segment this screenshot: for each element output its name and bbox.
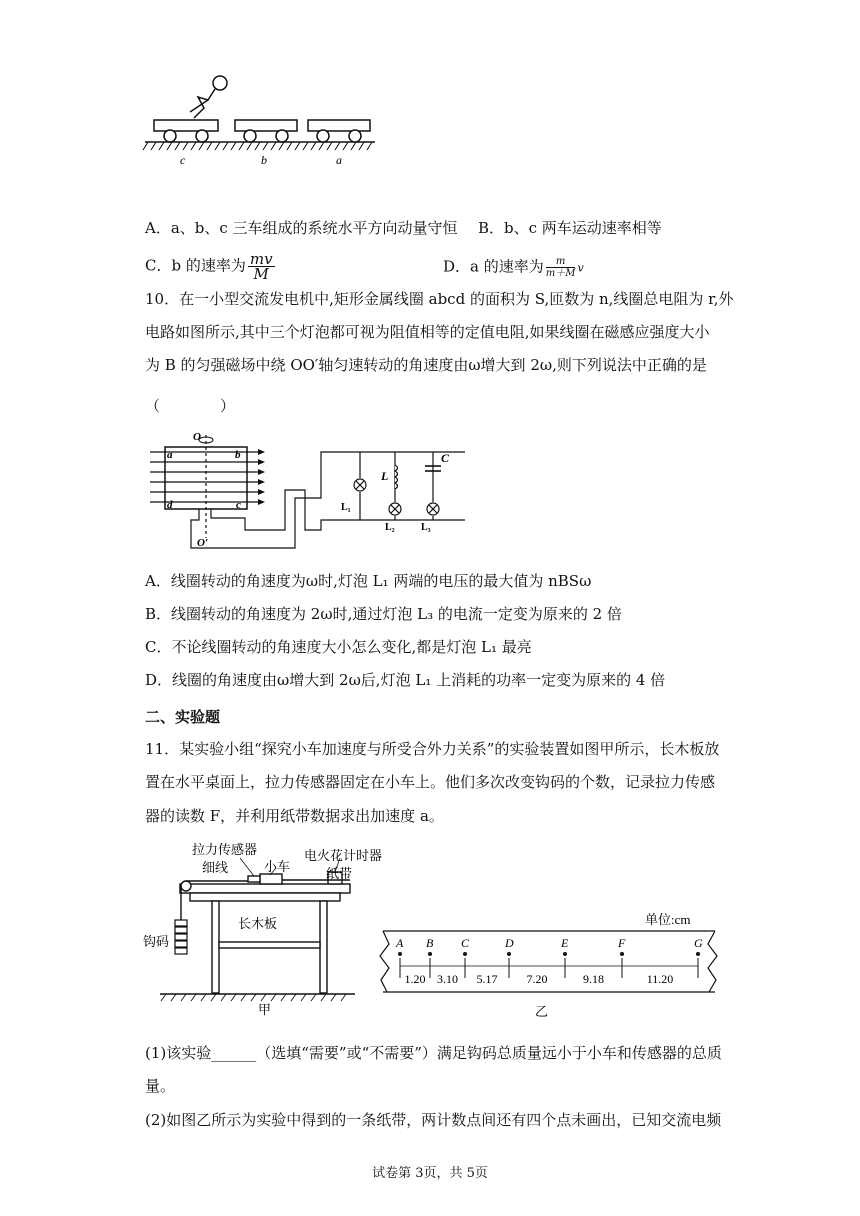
tape-segment-value-2: 3.10 (437, 972, 458, 986)
cart-c-label: c (180, 153, 186, 167)
tape-marks (395, 936, 703, 986)
q10-option-b: B．线圈转动的角速度为 2ω时,通过灯泡 L₃ 的电流一定变为原来的 2 倍 (145, 605, 622, 623)
q9-option-d-suffix: v (577, 261, 584, 275)
label-cart: 小车 (264, 859, 291, 874)
q10-option-a: A．线圈转动的角速度为ω时,灯泡 L₁ 两端的电压的最大值为 nBSω (145, 572, 592, 590)
tape-point-label-f: F (618, 936, 626, 950)
tape-unit-label: 单位:cm (645, 912, 691, 927)
generator-circuit-figure (145, 430, 465, 550)
apparatus-figure-jia (140, 838, 383, 1018)
q9-option-c (145, 252, 277, 281)
label-paper-tape: 纸带 (325, 866, 352, 881)
q10-stem-line-1: 10．在一小型交流发电机中,矩形金属线圈 abcd 的面积为 S,匝数为 n,线圈总电阻为 r,外 (145, 290, 734, 308)
tape-segment-value-4: 7.20 (526, 972, 548, 986)
axis-label-o-prime: O′ (197, 537, 209, 549)
tape-point-label-c: C (461, 936, 470, 950)
tape-point-label-d: D (505, 936, 514, 950)
tape-point-dot-d (507, 952, 511, 956)
cart-a-label: a (336, 153, 342, 167)
tape-segment-value-6: 11.20 (646, 972, 674, 986)
q11-stem-line-3: 器的读数 F，并利用纸带数据求出加速度 a。 (145, 807, 444, 825)
q10-stem-line-3: 为 B 的匀强磁场中绕 OO′轴匀速转动的角速度由ω增大到 2ω,则下列说法中正确的是 (145, 356, 707, 374)
tape-segment-value-1: 1.20 (404, 972, 426, 986)
q10-option-c: C．不论线圈转动的角速度大小怎么变化,都是灯泡 L₁ 最亮 (145, 638, 532, 656)
lamp-l1-label: L₁ (341, 502, 351, 513)
tape-point-dot-b (428, 952, 432, 956)
tape-point-dot-a (398, 952, 402, 956)
coil-corner-b: b (235, 449, 241, 461)
tape-point-dot-c (463, 952, 467, 956)
q9-option-b: B．b、c 两车运动速率相等 (478, 219, 662, 237)
page-footer: 试卷第 3页，共 5页 (372, 1166, 488, 1181)
tape-segment-value-5: 9.18 (583, 972, 604, 986)
label-hook-weights: 钩码 (143, 934, 170, 949)
q9-option-c-numerator: mv (249, 250, 273, 268)
label-spark-timer: 电火花计时器 (304, 848, 383, 863)
q9-option-d-numerator: m (546, 256, 576, 268)
coil-corner-c: c (236, 499, 241, 511)
q11-stem-line-1: 11．某实验小组“探究小车加速度与所受合外力关系”的实验装置如图甲所示，长木板放 (145, 740, 720, 758)
label-long-board: 长木板 (238, 916, 278, 931)
tape-point-label-g: G (694, 936, 703, 950)
paper-tape-figure-yi (375, 908, 725, 1023)
q11-sub1-line-1: (1)该实验______（选填“需要”或“不需要”）满足钩码总质量远小于小车和传感器的总质 (145, 1044, 722, 1062)
coil-corner-a: a (167, 449, 173, 461)
q10-option-d: D．线圈的角速度由ω增大到 2ω后,灯泡 L₁ 上消耗的功率一定变为原来的 4 倍 (145, 671, 666, 689)
tape-segment-value-3: 5.17 (476, 972, 498, 986)
section-title-experiment: 二、实验题 (145, 708, 221, 726)
lamp-l2-label: L₂ (385, 522, 395, 533)
caption-yi: 乙 (535, 1004, 549, 1019)
q9-option-d (443, 256, 584, 279)
carts-figure (140, 70, 380, 175)
tape-point-dot-g (696, 952, 700, 956)
tape-point-label-e: E (561, 936, 569, 950)
axis-label-o: O (193, 431, 201, 443)
label-force-sensor: 拉力传感器 (192, 842, 258, 857)
q10-answer-bracket: （ ） (145, 397, 236, 415)
tape-point-dot-e (563, 952, 567, 956)
tape-point-dot-f (620, 952, 624, 956)
coil-corner-d: d (167, 499, 173, 511)
q9-option-d-prefix: D．a 的速率为 (443, 257, 544, 276)
lamp-l3-label: L₃ (421, 522, 431, 533)
q11-sub1-line-2: 量。 (145, 1077, 176, 1095)
tape-point-label-b: B (426, 936, 434, 950)
q9-option-c-denominator: M (253, 265, 269, 283)
q9-option-d-denominator: m＋M (545, 268, 576, 279)
tape-point-label-a: A (396, 936, 404, 950)
q11-stem-line-2: 置在水平桌面上，拉力传感器固定在小车上。他们多次改变钩码的个数，记录拉力传感 (145, 773, 716, 791)
label-string: 细线 (202, 860, 229, 875)
inductor-label: L (381, 469, 389, 483)
capacitor-label: C (441, 451, 450, 465)
caption-jia: 甲 (258, 1002, 272, 1017)
q11-sub2-line-1: (2)如图乙所示为实验中得到的一条纸带，两计数点间还有四个点未画出，已知交流电频 (145, 1111, 722, 1129)
q9-option-a: A．a、b、c 三车组成的系统水平方向动量守恒 (145, 219, 458, 237)
q9-option-c-prefix: C．b 的速率为 (145, 256, 246, 275)
cart-b-label: b (261, 153, 267, 167)
q10-stem-line-2: 电路如图所示,其中三个灯泡都可视为阻值相等的定值电阻,如果线圈在磁感应强度大小 (145, 323, 710, 341)
